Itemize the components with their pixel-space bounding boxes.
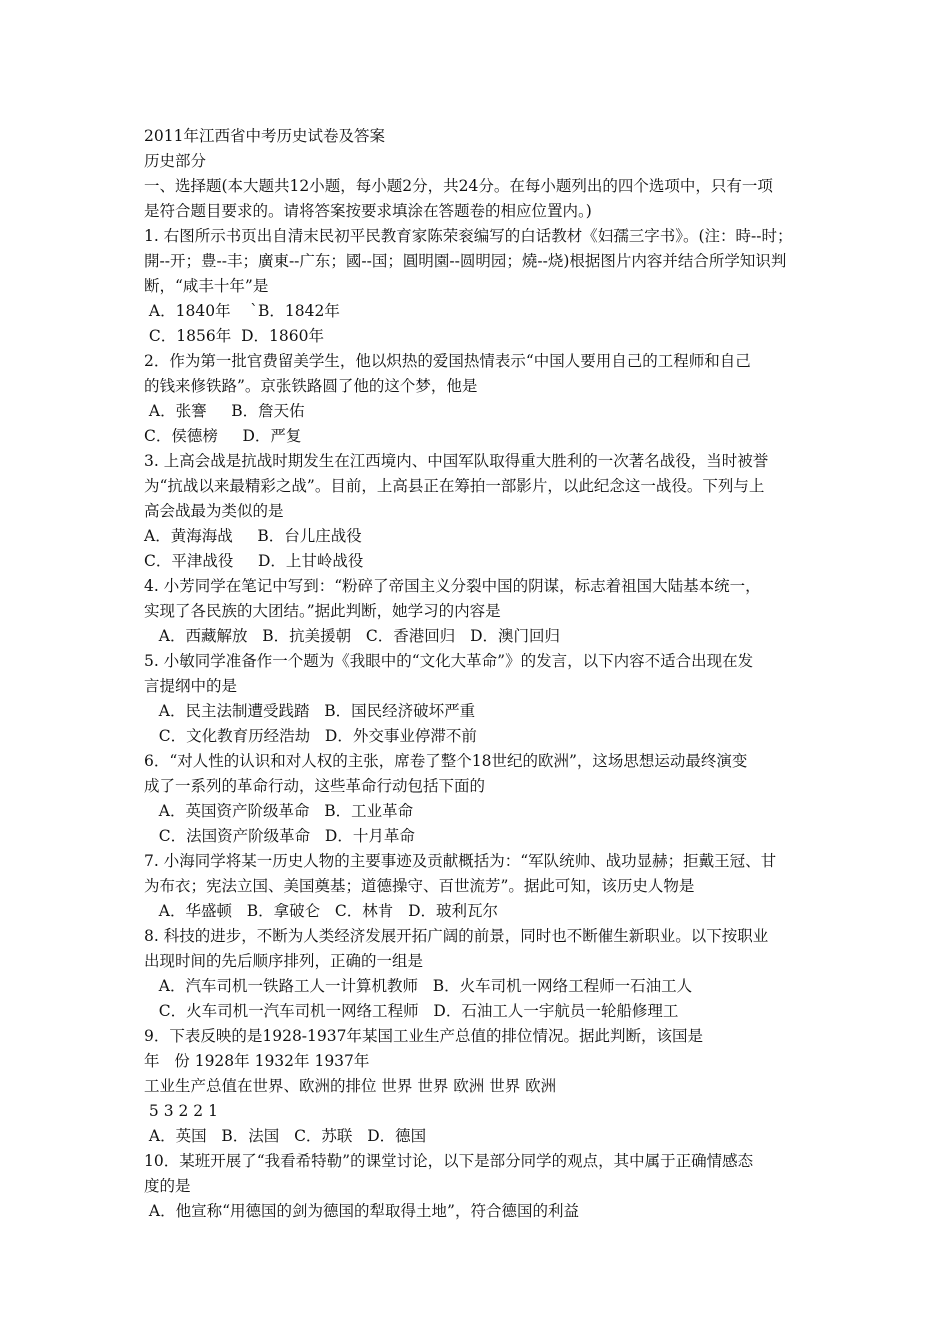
part-instructions-cont: 是符合题目要求的。请将答案按要求填涂在答题卷的相应位置内。) — [144, 202, 592, 220]
question-3-cont: 为“抗战以来最精彩之战”。目前，上高县正在筹拍一部影片，以此纪念这一战役。下列与上 — [144, 477, 765, 495]
question-1-cont: 開--开；豊--丰；廣東--广东；國--国；圓明園--圆明园；燒--烧)根据图片内容并结合所学知识判 — [144, 252, 787, 270]
question-9-options: A．英国 B．法国 C．苏联 D．德国 — [144, 1127, 427, 1145]
question-10-option-a: A．他宣称“用德国的剑为德国的犁取得土地”，符合德国的利益 — [144, 1202, 579, 1220]
question-6-options: A．英国资产阶级革命 B．工业革命 — [144, 802, 414, 820]
question-4: 4. 小芳同学在笔记中写到：“粉碎了帝国主义分裂中国的阴谋，标志着祖国大陆基本统一， — [144, 577, 761, 595]
doc-title: 2011年江西省中考历史试卷及答案 — [144, 127, 385, 145]
question-7-options: A．华盛顿 B．拿破仑 C．林肯 D．玻利瓦尔 — [144, 902, 498, 920]
part-instructions: 一、选择题(本大题共12小题，每小题2分，共24分。在每小题列出的四个选项中，只有一项 — [144, 177, 773, 195]
section-heading: 历史部分 — [144, 152, 207, 170]
question-5-cont: 言提纲中的是 — [144, 677, 238, 695]
question-4-options: A．西藏解放 B．抗美援朝 C．香港回归 D．澳门回归 — [144, 627, 560, 645]
question-1-options: A．1840年 `B．1842年 — [144, 302, 340, 320]
question-5-options: A．民主法制遭受践踏 B．国民经济破坏严重 — [144, 702, 476, 720]
question-6: 6．“对人性的认识和对人权的主张，席卷了整个18世纪的欧洲”，这场思想运动最终演变 — [144, 752, 748, 770]
question-9-table-values: 5 3 2 2 1 — [144, 1102, 218, 1120]
question-2-options: C．侯德榜 D．严复 — [144, 427, 302, 445]
question-9-table-row: 工业生产总值在世界、欧洲的排位 世界 世界 欧洲 世界 欧洲 — [144, 1077, 557, 1095]
question-5: 5. 小敏同学准备作一个题为《我眼中的“文化大革命”》的发言，以下内容不适合出现在发 — [144, 652, 754, 670]
question-1-cont: 断，“咸丰十年”是 — [144, 277, 269, 295]
question-8-options: A．汽车司机一铁路工人一计算机教师 B．火车司机一网络工程师一石油工人 — [144, 977, 693, 995]
question-3-options: A．黄海海战 B．台儿庄战役 — [144, 527, 362, 545]
question-8: 8. 科技的进步，不断为人类经济发展开拓广阔的前景，同时也不断催生新职业。以下按职业 — [144, 927, 769, 945]
question-10: 10．某班开展了“我看希特勒”的课堂讨论，以下是部分同学的观点，其中属于正确情感态 — [144, 1152, 754, 1170]
question-9-table-header: 年 份 1928年 1932年 1937年 — [144, 1052, 370, 1070]
question-7-cont: 为布衣；宪法立国、美国奠基；道德操守、百世流芳”。据此可知，该历史人物是 — [144, 877, 695, 895]
document-page — [144, 124, 824, 1224]
question-2: 2．作为第一批官费留美学生，他以炽热的爱国热情表示“中国人要用自己的工程师和自己 — [144, 352, 751, 370]
question-3-options: C．平津战役 D．上甘岭战役 — [144, 552, 364, 570]
question-2-options: A．张謇 B．詹天佑 — [144, 402, 305, 420]
question-5-options: C．文化教育历经浩劫 D．外交事业停滞不前 — [144, 727, 477, 745]
question-3-cont: 高会战最为类似的是 — [144, 502, 284, 520]
question-1-options: C．1856年 D．1860年 — [144, 327, 324, 345]
question-8-cont: 出现时间的先后顺序排列，正确的一组是 — [144, 952, 424, 970]
question-10-cont: 度的是 — [144, 1177, 191, 1195]
question-1: 1. 右图所示书页出自清末民初平民教育家陈荣衮编写的白话教材《妇孺三字书》。(注：時--时； — [144, 227, 793, 245]
question-8-options: C．火车司机一汽车司机一网络工程师 D．石油工人一宇航员一轮船修理工 — [144, 1002, 679, 1020]
question-6-options: C．法国资产阶级革命 D．十月革命 — [144, 827, 415, 845]
question-9: 9．下表反映的是1928-1937年某国工业生产总值的排位情况。据此判断，该国是 — [144, 1027, 703, 1045]
question-4-cont: 实现了各民族的大团结。”据此判断，她学习的内容是 — [144, 602, 501, 620]
question-6-cont: 成了一系列的革命行动，这些革命行动包括下面的 — [144, 777, 486, 795]
question-3: 3. 上高会战是抗战时期发生在江西境内、中国军队取得重大胜利的一次著名战役，当时被誉 — [144, 452, 769, 470]
question-2-cont: 的钱来修铁路”。京张铁路圆了他的这个梦，他是 — [144, 377, 478, 395]
question-7: 7. 小海同学将某一历史人物的主要事迹及贡献概括为：“军队统帅、战功显赫；拒戴王冠、甘 — [144, 852, 777, 870]
